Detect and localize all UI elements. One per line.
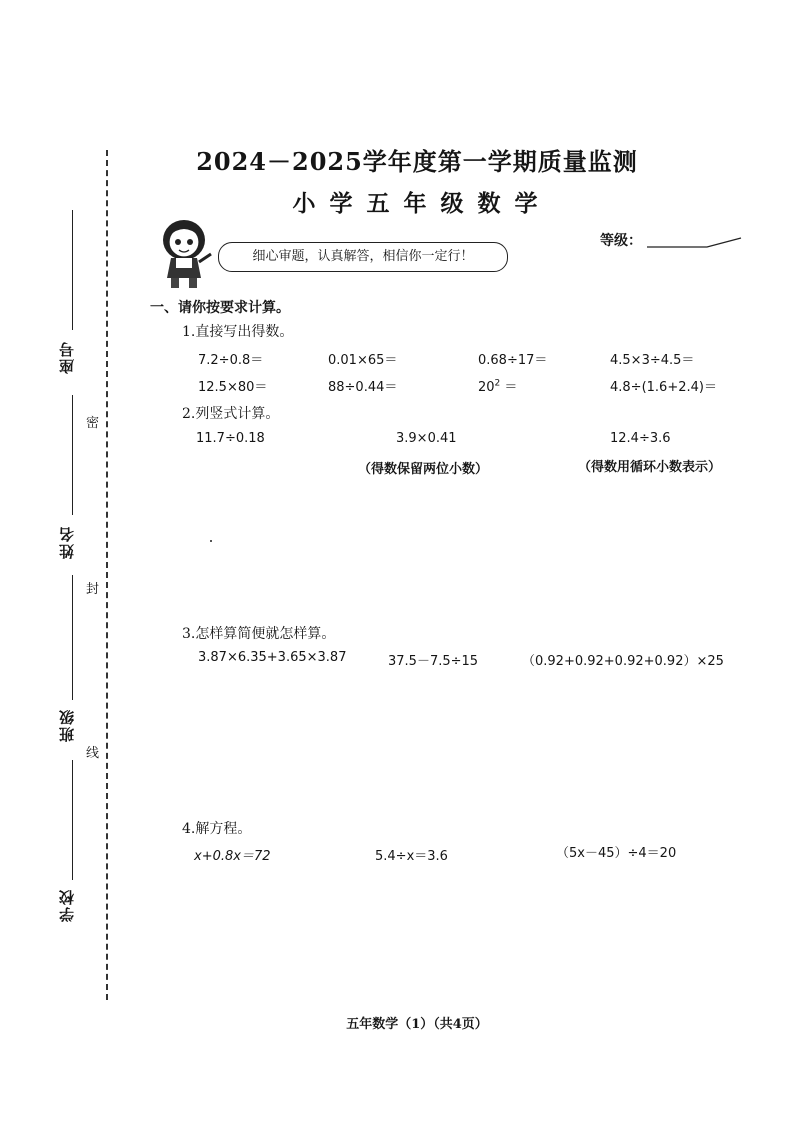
q2-note-1: （得数保留两位小数） [358,462,489,477]
name-line[interactable] [72,575,73,700]
q1-r1-c4: 4.5×3÷4.5＝ [610,353,695,368]
name-label: 姓名 [58,525,76,559]
q4-item-1: x+0.8x＝72 [194,849,271,864]
q3-item-1: 3.87×6.35+3.65×3.87 [198,650,347,665]
exponent: 2 [494,378,501,389]
seal-feng: 封 [86,582,100,597]
q2-item-1: 11.7÷0.18 [196,431,265,446]
section-1-title: 一、请你按要求计算。 [150,300,290,316]
q4-item-3: （5x－45）÷4＝20 [556,846,677,861]
q2-title: 2.列竖式计算。 [182,406,280,422]
q1-r2-c2: 88÷0.44＝ [328,380,398,395]
q1-r2-c1: 12.5×80＝ [198,380,268,395]
q4-title: 4.解方程。 [182,821,252,837]
school-label: 学校 [58,888,76,922]
grade-blank[interactable] [645,235,745,255]
page-footer: 五年数学（1）（共4页） [346,1017,488,1032]
seal-xian: 线 [86,746,100,761]
seat-line[interactable] [72,210,73,330]
q1-r1-c3: 0.68÷17＝ [478,353,548,368]
q1-r2-c4: 4.8÷(1.6+2.4)＝ [610,380,717,395]
q3-item-2: 37.5－7.5÷15 [388,654,479,669]
binding-dotted-line [106,150,108,1000]
speck [210,540,212,542]
girl-mascot-icon [155,212,217,292]
q2-item-2: 3.9×0.41 [396,431,457,446]
page-title: 2024－2025学年度第一学期质量监测 [196,147,638,176]
q3-item-3: （0.92+0.92+0.92+0.92）×25 [522,654,724,669]
q3-title: 3.怎样算简便就怎样算。 [182,626,336,642]
grade-label: 等级： [600,233,642,249]
page-subtitle: 小学五年级数学 [292,190,552,217]
q1-title: 1.直接写出得数。 [182,324,294,340]
q1-r1-c1: 7.2÷0.8＝ [198,353,264,368]
tip-bubble: 细心审题，认真解答，相信你一定行！ [218,242,508,272]
seat-label: 座号 [58,340,76,374]
q2-item-3: 12.4÷3.6 [610,431,671,446]
q4-item-2: 5.4÷x＝3.6 [375,849,448,864]
seal-mi: 密 [86,416,100,431]
class-line[interactable] [72,760,73,880]
q2-note-2: （得数用循环小数表示） [578,460,722,475]
q1-r2-c3: $20^2$ ＝ [478,378,518,395]
class-label: 班级 [58,708,76,742]
q1-r1-c2: 0.01×65＝ [328,353,398,368]
name-line-upper [72,395,73,515]
